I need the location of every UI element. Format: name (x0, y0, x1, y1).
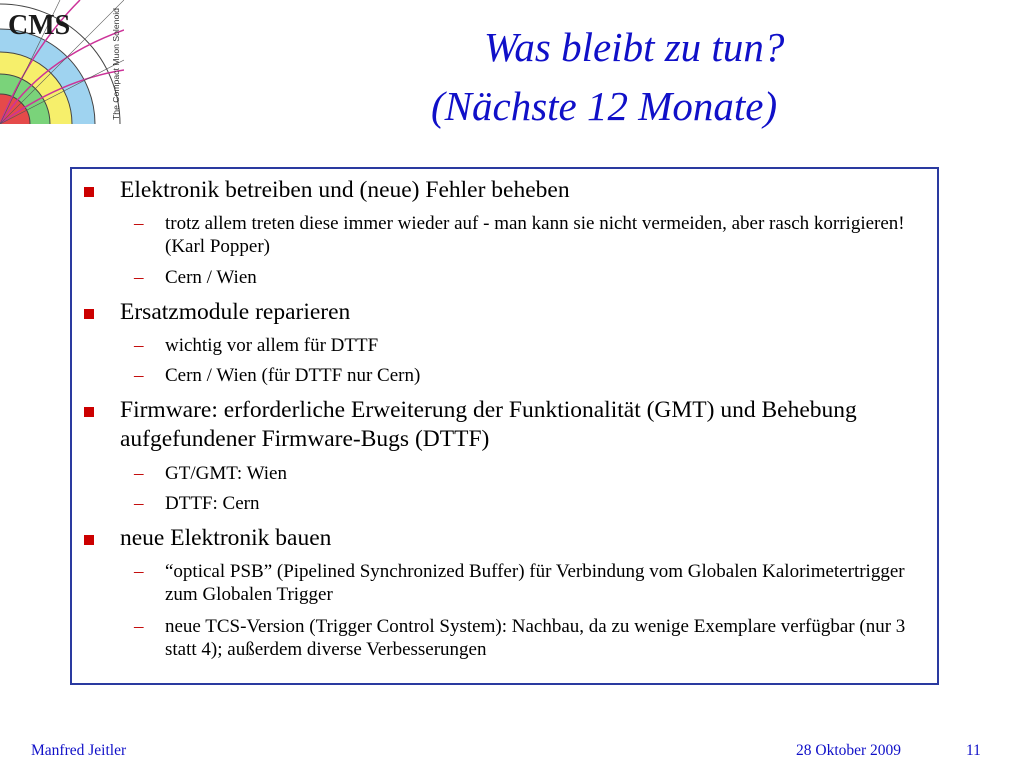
sub-item-1-2: Cern / Wien (165, 267, 257, 288)
dash-icon: – (134, 616, 144, 637)
bullet-icon (84, 407, 94, 417)
bullet-item-4: neue Elektronik bauen (120, 525, 332, 551)
sub-item-4-2: neue TCS-Version (Trigger Control System): Nachbau, da zu wenige Exemplare verfügbar (nur 3 statt 4); außerdem diverse Verbesserungen (165, 616, 906, 660)
sub-item-2-1: wichtig vor allem für DTTF (165, 335, 379, 356)
dash-icon: – (134, 267, 144, 288)
sub-item-1-1: trotz allem treten diese immer wieder auf - man kann sie nicht vermeiden, aber rasch korrigieren! (Karl Popper) (165, 213, 905, 257)
bullet-icon (84, 309, 94, 319)
dash-icon: – (134, 213, 144, 234)
footer-date: 28 Oktober 2009 (796, 742, 902, 759)
bullet-item-3: Firmware: erforderliche Erweiterung der Funktionalität (GMT) und Behebung aufgefundener Firmware-Bugs (DTTF) (120, 397, 857, 452)
dash-icon: – (134, 365, 144, 386)
sub-item-4-1: “optical PSB” (Pipelined Synchronized Buffer) für Verbindung vom Globalen Kalorimetertrigger zum Globalen Trigger (165, 561, 905, 605)
sub-item-3-1: GT/GMT: Wien (165, 463, 287, 484)
cms-logo-caption: The Compact Muon Solenoid (112, 16, 121, 120)
dash-icon: – (134, 561, 144, 582)
footer-page-number: 11 (966, 742, 981, 759)
sub-item-3-2: DTTF: Cern (165, 493, 260, 514)
cms-logo (0, 0, 124, 124)
dash-icon: – (134, 493, 144, 514)
dash-icon: – (134, 463, 144, 484)
footer-author: Manfred Jeitler (31, 742, 127, 759)
cms-logo-text: CMS (8, 10, 71, 41)
bullet-icon (84, 187, 94, 197)
bullet-item-1: Elektronik betreiben und (neue) Fehler beheben (120, 177, 570, 203)
dash-icon: – (134, 335, 144, 356)
sub-item-2-2: Cern / Wien (für DTTF nur Cern) (165, 365, 421, 386)
slide-title-line2: (Nächste 12 Monate) (431, 83, 778, 129)
bullet-icon (84, 535, 94, 545)
content-box (70, 167, 939, 685)
bullet-item-2: Ersatzmodule reparieren (120, 299, 351, 325)
slide-title-line1: Was bleibt zu tun? (484, 24, 785, 70)
